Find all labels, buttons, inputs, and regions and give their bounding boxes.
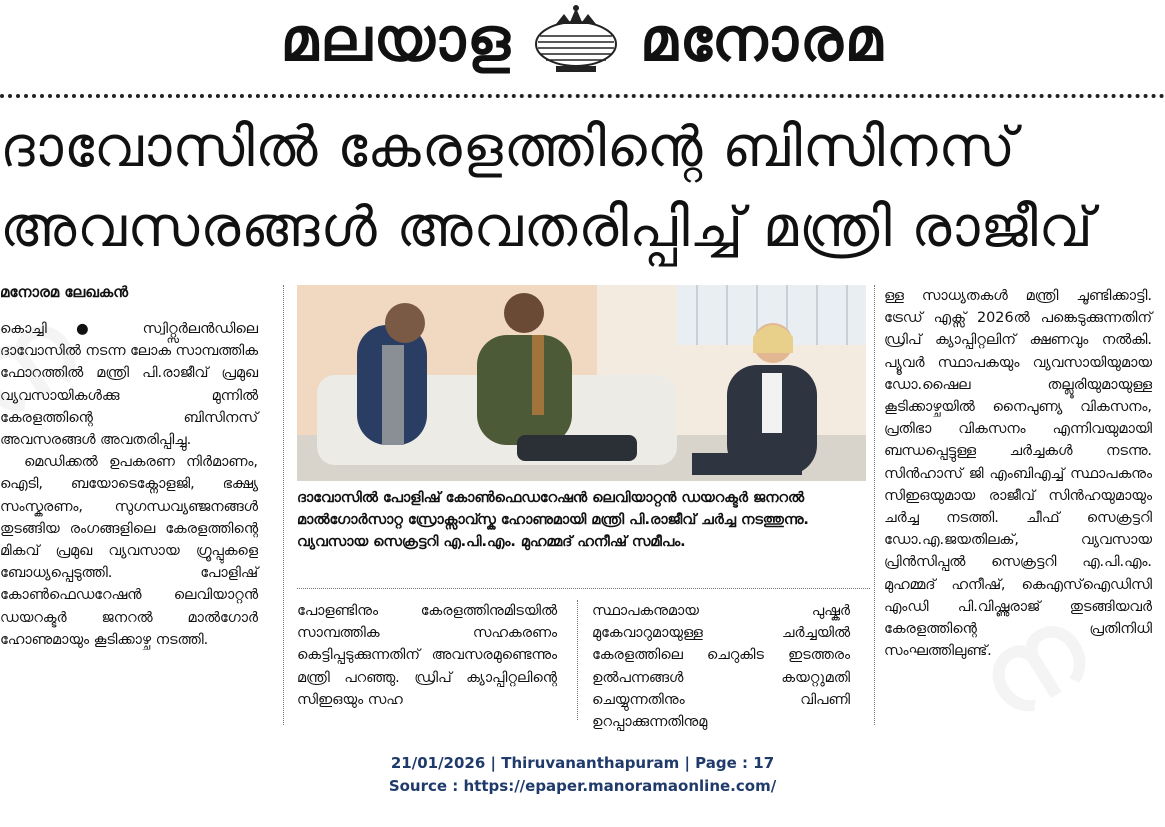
section-divider	[297, 588, 870, 589]
masthead-title-right: മനോരമ	[640, 5, 885, 75]
article-column-4	[884, 285, 1152, 662]
article-paragraph: കൊച്ചി ● സ്വിറ്റ്സർലൻഡിലെ ദാവോസിൽ നടന്ന ലോക സാമ്പത്തിക ഫോറത്തിൽ മന്ത്രി പി.രാജീവ് പ്രമുഖ വ്യവസായികൾക്കു മുന്നിൽ കേരളത്തിന്റെ ബിസിനസ് അവസരങ്ങൾ അവതരിപ്പിച്ചു.	[0, 321, 258, 449]
column-divider	[874, 285, 875, 725]
masthead	[185, 2, 980, 78]
photo-caption: ദാവോസിൽ പോളിഷ് കോൺഫെഡറേഷൻ ലെവിയാറ്റൻ ഡയറക്ടർ ജനറൽ മാൽഗോർസാറ്റ സ്രോക്സാവ്സ്ക ഹോണുമായി മന്ത്രി പി.രാജീവ് ചർച്ച നടത്തുന്നു. വ്യവസായ സെക്രട്ടറി എ.പി.എം. മുഹമ്മദ് ഹനീഷ് സമീപം.	[297, 490, 809, 550]
headline	[0, 108, 1165, 268]
headline-line-1: ദാവോസിൽ കേരളത്തിന്റെ ബിസിനസ്	[0, 115, 1017, 180]
crown-emblem-icon	[526, 4, 626, 76]
headline-line-2: അവസരങ്ങൾ അവതരിപ്പിച്ച് മന്ത്രി രാജീവ്	[0, 195, 1094, 260]
article-column-1	[0, 318, 258, 651]
column-divider	[283, 285, 284, 725]
byline: മനോരമ ലേഖകൻ	[0, 283, 129, 301]
column-divider	[577, 600, 578, 720]
article-paragraph: മെഡിക്കൽ ഉപകരണ നിർമാണം, ഐടി, ബയോടെക്നോളജി, ഭക്ഷ്യ സംസ്കരണം, സുഗന്ധവ്യഞ്ജനങ്ങൾ തുടങ്ങിയ രംഗങ്ങളിലെ കേരളത്തിന്റെ മികവ് പ്രമുഖ വ്യവസായ ഗ്രൂപ്പുകളെ ബോധ്യപ്പെടുത്തി. പോളിഷ് കോൺഫെഡറേഷൻ ലെവിയാറ്റൻ ഡയറക്ടർ ജനറൽ മാൽഗോർ ഹോണുമായും കൂടിക്കാഴ്ച നടത്തി.	[0, 454, 258, 648]
footer-source: Source : https://epaper.manoramaonline.com/	[388, 777, 777, 795]
article-photo	[297, 285, 866, 481]
article-paragraph: പോളണ്ടിനും കേരളത്തിനുമിടയിൽ സാമ്പത്തിക സഹകരണം കെട്ടിപ്പടുക്കുന്നതിന് അവസരമുണ്ടെന്നും മന്ത്രി പറഞ്ഞു. ഡ്രിപ് ക്യാപ്പിറ്റലിന്റെ സിഇഒയും സഹ	[297, 603, 557, 708]
article-paragraph: സ്ഥാപകനുമായ പുഷ്കർ മുകേവാറുമായുള്ള ചർച്ചയിൽ കേരളത്തിലെ ചെറുകിട ഇടത്തരം ഉൽപന്നങ്ങൾ കയറ്റുമതി ചെയ്യുന്നതിനും വിപണി ഉറപ്പാക്കുന്നതിനുമു	[592, 603, 850, 731]
article-column-3	[592, 600, 850, 733]
masthead-divider	[0, 94, 1165, 98]
article-paragraph: ള്ള സാധ്യതകൾ മന്ത്രി ചൂണ്ടിക്കാട്ടി. ട്രേഡ് എക്സ് 2026ൽ പങ്കെടുക്കുന്നതിന് ഡ്രിപ് ക്യാപ്പിറ്റലിന് ക്ഷണവും നൽകി. പ്യൂവർ സ്ഥാപകയും വ്യവസായിയുമായ ഡോ.ഷൈല തല്ലൂരിയുമായുള്ള കൂടിക്കാഴ്ചയിൽ നൈപുണ്യ വികസനം, പ്രതിഭാ വികസനം എന്നിവയുമായി ബന്ധപ്പെട്ടുള്ള ചർച്ചകൾ നടന്നു. സിൻഹാസ് ജി എംബിഎച്ച് സ്ഥാപകനും സിഇഒയുമായ രാജീവ് സിൻഹയുമായും ചർച്ച നടത്തി. ചീഫ് സെക്രട്ടറി ഡോ.എ.ജയതിലക്, വ്യവസായ പ്രിൻസിപ്പൽ സെക്രട്ടറി എ.പി.എം. മുഹമ്മദ് ഹനീഷ്, കെഎസ്ഐഡിസി എംഡി പി.വിഷ്ണുരാജ് തുടങ്ങിയവർ കേരളത്തിന്റെ പ്രതിനിധി സംഘത്തിലുണ്ട്.	[884, 288, 1152, 660]
masthead-title-left: മലയാള	[280, 5, 513, 75]
footer-date-page: 21/01/2026 | Thiruvananthapuram | Page : 17	[390, 754, 775, 772]
article-column-2	[297, 600, 557, 711]
